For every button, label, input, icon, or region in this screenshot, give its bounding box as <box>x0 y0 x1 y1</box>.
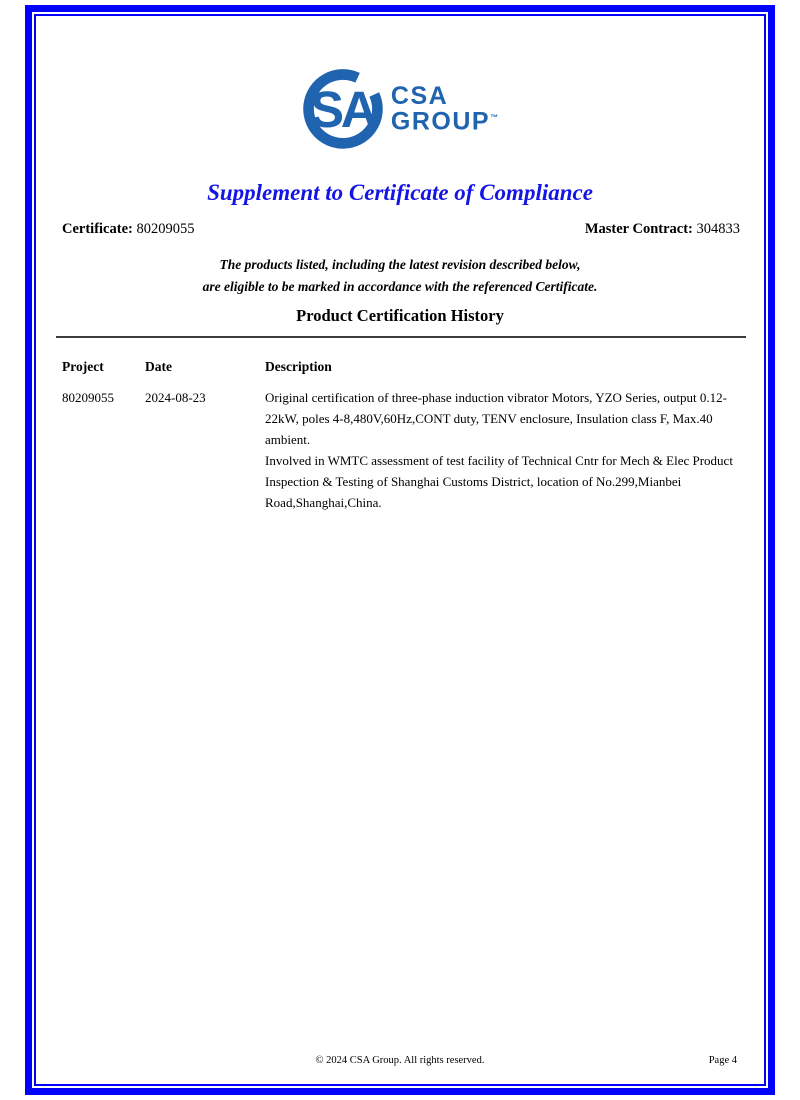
document-title: Supplement to Certificate of Compliance <box>207 180 593 205</box>
master-contract-label: Master Contract: <box>584 221 693 237</box>
table-row-date: 2024-08-23 <box>145 390 206 405</box>
description-line: Original certification of three-phase induction vibrator Motors, YZO Series, output 0.12- <box>265 390 727 405</box>
section-divider <box>56 336 746 338</box>
csa-wordmark <box>390 81 499 136</box>
description-line: ambient. <box>265 432 311 447</box>
description-line: Road,Shanghai,China. <box>265 495 382 510</box>
table-row-description <box>265 387 760 513</box>
footer-copyright: © 2024 CSA Group. All rights reserved. <box>315 1055 485 1066</box>
master-contract-value: 304833 <box>696 221 740 237</box>
certificate-number <box>62 220 194 239</box>
eligibility-notice <box>36 254 764 298</box>
section-heading: Product Certification History <box>296 306 504 325</box>
page-border-inner <box>34 14 766 1086</box>
table-row-project: 80209055 <box>62 390 114 405</box>
column-header-project: Project <box>62 359 104 374</box>
trademark-symbol: ™ <box>490 112 499 122</box>
footer-page-number: Page 4 <box>708 1055 737 1066</box>
column-header-date: Date <box>145 359 172 374</box>
description-line: 22kW, poles 4-8,480V,60Hz,CONT duty, TENV enclosure, Insulation class F, Max.40 <box>265 411 713 426</box>
csa-group-logo <box>36 68 764 150</box>
csa-emblem-icon <box>302 68 384 150</box>
page-border-outer <box>25 5 775 1095</box>
certificate-value: 80209055 <box>136 221 195 237</box>
certificate-meta-row <box>62 220 740 239</box>
csa-wordmark-line2 <box>390 107 499 136</box>
page-content <box>36 16 764 1084</box>
csa-monogram-text: SA <box>310 81 375 139</box>
eligibility-notice-line2: are eligible to be marked in accordance with the referenced Certificate. <box>202 279 598 294</box>
csa-wordmark-group: GROUP <box>390 107 491 136</box>
master-contract <box>585 220 740 239</box>
csa-wordmark-line1: CSA <box>390 81 449 110</box>
certificate-label: Certificate: <box>62 221 133 237</box>
column-header-description: Description <box>265 359 332 374</box>
description-line: Involved in WMTC assessment of test facility of Technical Cntr for Mech & Elec Product <box>265 453 733 468</box>
eligibility-notice-line1: The products listed, including the latest revision described below, <box>219 257 581 272</box>
description-line: Inspection & Testing of Shanghai Customs District, location of No.299,Mianbei <box>265 474 682 489</box>
